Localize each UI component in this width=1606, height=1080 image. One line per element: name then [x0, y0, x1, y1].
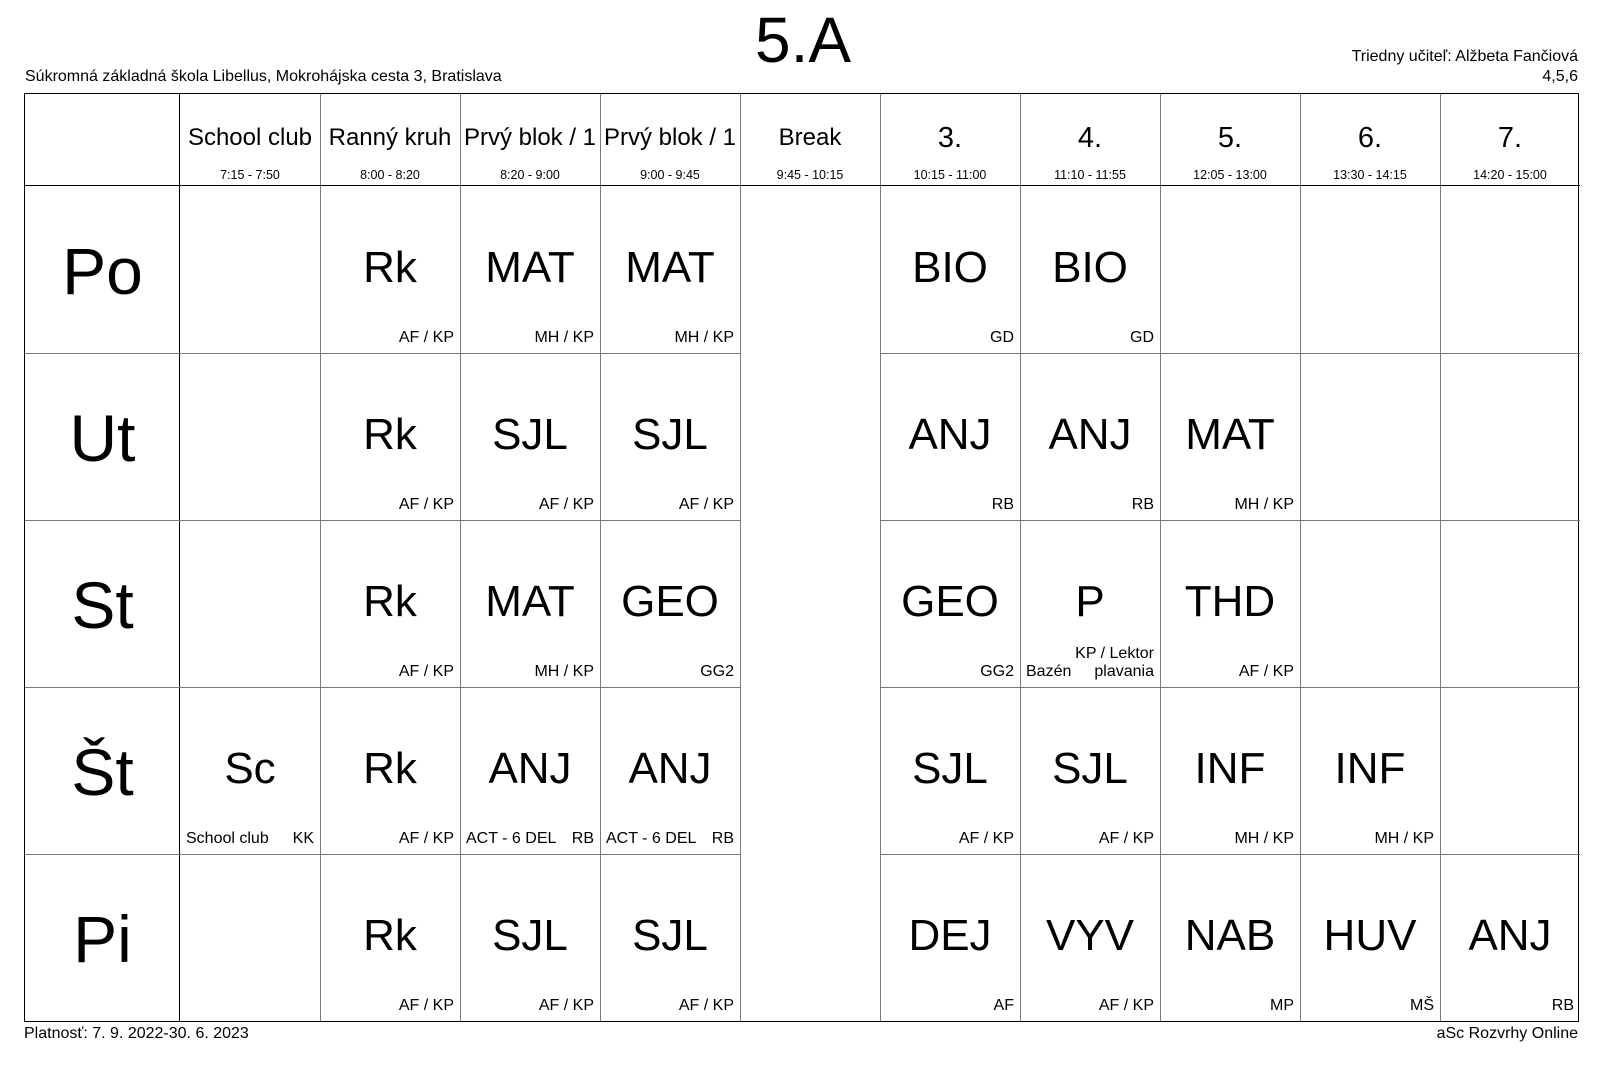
lesson-teacher: AF / KP: [398, 663, 454, 680]
lesson-subject: DEJ: [908, 911, 992, 960]
day-cell: [25, 186, 180, 353]
day-label: St: [71, 568, 134, 642]
grid-hline: [880, 520, 1580, 521]
lesson-subject: Sc: [224, 744, 276, 793]
lesson-teacher: AF / KP: [678, 997, 734, 1014]
lesson-cell[interactable]: [1160, 687, 1300, 854]
period-time: 9:00 - 9:45: [640, 168, 700, 182]
day-cell: [25, 353, 180, 520]
period-time: 9:45 - 10:15: [776, 168, 844, 182]
period-header: [600, 94, 740, 186]
grid-vline: [740, 94, 741, 1021]
lesson-cell[interactable]: [880, 186, 1020, 353]
grades: 4,5,6: [1542, 68, 1578, 85]
lesson-subject: SJL: [632, 410, 708, 459]
lesson-subject: SJL: [632, 911, 708, 960]
lesson-cell[interactable]: [600, 520, 740, 687]
lesson-subject: GEO: [621, 577, 719, 626]
period-time: 11:10 - 11:55: [1054, 168, 1126, 182]
lesson-subject: ANJ: [1048, 410, 1132, 459]
lesson-subject: P: [1075, 577, 1105, 626]
grid-vline: [1020, 94, 1021, 1021]
lesson-cell[interactable]: [1160, 353, 1300, 520]
lesson-cell[interactable]: [1020, 520, 1160, 687]
grid-hline: [25, 687, 740, 688]
day-cell: [25, 687, 180, 854]
lesson-cell[interactable]: [1020, 687, 1160, 854]
period-time: 8:00 - 8:20: [360, 168, 420, 182]
lesson-teacher: GG2: [700, 663, 734, 680]
lesson-cell[interactable]: [1020, 186, 1160, 353]
period-name: 4.: [1077, 122, 1103, 154]
lesson-subject: MAT: [1185, 410, 1275, 459]
period-time: 14:20 - 15:00: [1473, 168, 1547, 182]
period-header: [740, 94, 880, 186]
class-teacher-info: [1352, 47, 1578, 87]
period-time: 7:15 - 7:50: [220, 168, 280, 182]
lesson-teacher: MŠ: [1410, 997, 1434, 1014]
grid-hline: [25, 854, 740, 855]
lesson-subject: MAT: [625, 243, 715, 292]
lesson-teacher: MH / KP: [1234, 496, 1294, 513]
grid-header-line: [25, 185, 1580, 186]
lesson-teacher: GD: [990, 329, 1014, 346]
lesson-subject: GEO: [901, 577, 999, 626]
day-label: Ut: [69, 401, 136, 475]
day-cell: [25, 854, 180, 1021]
lesson-cell[interactable]: [320, 353, 460, 520]
lesson-cell[interactable]: [460, 353, 600, 520]
grid-hline: [25, 520, 740, 521]
lesson-teacher: AF: [993, 997, 1014, 1014]
brand-label: aSc Rozvrhy Online: [1436, 1025, 1578, 1042]
lesson-subject: Rk: [363, 410, 417, 459]
period-time: 13:30 - 14:15: [1333, 168, 1407, 182]
lesson-subject: Rk: [363, 911, 417, 960]
lesson-cell[interactable]: [1300, 854, 1440, 1021]
grid-hline: [880, 854, 1580, 855]
grid-vline: [1160, 94, 1161, 1021]
period-name: Prvý blok / 1: [603, 124, 737, 151]
period-name: Ranný kruh: [328, 124, 452, 151]
lesson-cell[interactable]: [460, 186, 600, 353]
period-header: [460, 94, 600, 186]
lesson-teacher: MH / KP: [534, 329, 594, 346]
lesson-teacher: MP: [1270, 997, 1294, 1014]
grid-vline: [179, 94, 180, 1021]
lesson-cell[interactable]: [320, 687, 460, 854]
lesson-teacher: GD: [1130, 329, 1154, 346]
lesson-subject: MAT: [485, 577, 575, 626]
lesson-cell[interactable]: [320, 520, 460, 687]
lesson-teacher: GG2: [980, 663, 1014, 680]
lesson-note: ACT - 6 DEL: [606, 830, 697, 847]
lesson-teacher: RB: [991, 496, 1014, 513]
lesson-cell[interactable]: [460, 854, 600, 1021]
grid-vline: [320, 94, 321, 1021]
lesson-subject: Rk: [363, 243, 417, 292]
lesson-teacher: AF / KP: [398, 496, 454, 513]
day-label: Po: [62, 234, 143, 308]
lesson-teacher-line2: plavania: [1094, 663, 1154, 680]
lesson-subject: VYV: [1045, 911, 1135, 960]
lesson-cell[interactable]: [1020, 353, 1160, 520]
period-time: 8:20 - 9:00: [500, 168, 560, 182]
lesson-cell[interactable]: [460, 687, 600, 854]
lesson-cell[interactable]: [600, 854, 740, 1021]
lesson-subject: SJL: [912, 744, 988, 793]
class-teacher: Triedny učiteľ: Alžbeta Fančiová: [1351, 48, 1578, 65]
lesson-note: Bazén: [1026, 663, 1072, 680]
lesson-cell[interactable]: [1440, 854, 1580, 1021]
timetable-grid: [24, 93, 1579, 1022]
lesson-subject: SJL: [1052, 744, 1128, 793]
lesson-subject: ANJ: [488, 744, 572, 793]
lesson-teacher: MH / KP: [674, 329, 734, 346]
lesson-subject: HUV: [1323, 911, 1417, 960]
lesson-teacher: AF / KP: [538, 997, 594, 1014]
lesson-subject: BIO: [912, 243, 988, 292]
period-header: [1300, 94, 1440, 186]
grid-vline: [1300, 94, 1301, 1021]
lesson-teacher: AF / KP: [958, 830, 1014, 847]
lesson-subject: THD: [1184, 577, 1276, 626]
lesson-subject: Rk: [363, 744, 417, 793]
lesson-subject: ANJ: [628, 744, 712, 793]
validity-period: Platnosť: 7. 9. 2022-30. 6. 2023: [24, 1025, 249, 1042]
lesson-teacher: RB: [711, 830, 734, 847]
period-header: [1160, 94, 1300, 186]
lesson-teacher: MH / KP: [534, 663, 594, 680]
lesson-subject: SJL: [492, 410, 568, 459]
period-name: Break: [778, 124, 842, 151]
lesson-subject: ANJ: [908, 410, 992, 459]
lesson-teacher: MH / KP: [1374, 830, 1434, 847]
lesson-teacher: KP / Lektor: [1075, 645, 1154, 662]
period-header: [180, 94, 320, 186]
period-header: [1440, 94, 1580, 186]
lesson-subject: ANJ: [1468, 911, 1552, 960]
lesson-cell[interactable]: [1160, 520, 1300, 687]
period-header: [880, 94, 1020, 186]
lesson-cell[interactable]: [880, 520, 1020, 687]
lesson-teacher: AF / KP: [398, 830, 454, 847]
class-title: 5.A: [754, 4, 852, 76]
lesson-teacher: MH / KP: [1234, 830, 1294, 847]
lesson-teacher: RB: [571, 830, 594, 847]
period-name: Prvý blok / 1: [463, 124, 597, 151]
lesson-teacher: AF / KP: [678, 496, 734, 513]
period-name: 5.: [1217, 122, 1243, 154]
lesson-cell[interactable]: [600, 353, 740, 520]
grid-hline: [880, 353, 1580, 354]
lesson-note: ACT - 6 DEL: [466, 830, 557, 847]
lesson-subject: BIO: [1052, 243, 1128, 292]
lesson-cell[interactable]: [880, 854, 1020, 1021]
period-name: 7.: [1497, 122, 1523, 154]
lesson-cell[interactable]: [880, 353, 1020, 520]
lesson-subject: INF: [1194, 744, 1266, 793]
grid-vline: [460, 94, 461, 1021]
period-name: School club: [187, 124, 313, 151]
period-header: [320, 94, 460, 186]
lesson-teacher: RB: [1131, 496, 1154, 513]
grid-vline: [600, 94, 601, 1021]
lesson-cell[interactable]: [320, 854, 460, 1021]
lesson-cell[interactable]: [880, 687, 1020, 854]
lesson-cell[interactable]: [1160, 854, 1300, 1021]
lesson-teacher: AF / KP: [538, 496, 594, 513]
day-label: Št: [71, 735, 134, 809]
lesson-subject: Rk: [363, 577, 417, 626]
period-name: 3.: [937, 122, 963, 154]
period-time: 10:15 - 11:00: [913, 168, 987, 182]
lesson-teacher: AF / KP: [1098, 830, 1154, 847]
lesson-teacher: KK: [292, 830, 314, 847]
day-cell: [25, 520, 180, 687]
grid-vline: [1440, 94, 1441, 1021]
lesson-cell[interactable]: [320, 186, 460, 353]
lesson-cell[interactable]: [460, 520, 600, 687]
lesson-teacher: AF / KP: [398, 997, 454, 1014]
day-label: Pi: [73, 902, 132, 976]
period-name: 6.: [1357, 122, 1383, 154]
lesson-teacher: AF / KP: [1098, 997, 1154, 1014]
lesson-cell[interactable]: [1020, 854, 1160, 1021]
lesson-cell[interactable]: [1300, 687, 1440, 854]
period-time: 12:05 - 13:00: [1193, 168, 1267, 182]
lesson-teacher: AF / KP: [398, 329, 454, 346]
lesson-subject: INF: [1334, 744, 1406, 793]
school-name: Súkromná základná škola Libellus, Mokrohájska cesta 3, Bratislava: [25, 68, 502, 85]
lesson-subject: NAB: [1184, 911, 1276, 960]
lesson-teacher: RB: [1551, 997, 1574, 1014]
lesson-subject: MAT: [485, 243, 575, 292]
lesson-cell[interactable]: [600, 186, 740, 353]
grid-vline: [880, 94, 881, 1021]
period-header: [1020, 94, 1160, 186]
grid-hline: [880, 687, 1580, 688]
lesson-cell[interactable]: [600, 687, 740, 854]
lesson-cell[interactable]: [180, 687, 320, 854]
lesson-subject: SJL: [492, 911, 568, 960]
grid-hline: [25, 353, 740, 354]
lesson-teacher: AF / KP: [1238, 663, 1294, 680]
lesson-note: School club: [186, 830, 269, 847]
